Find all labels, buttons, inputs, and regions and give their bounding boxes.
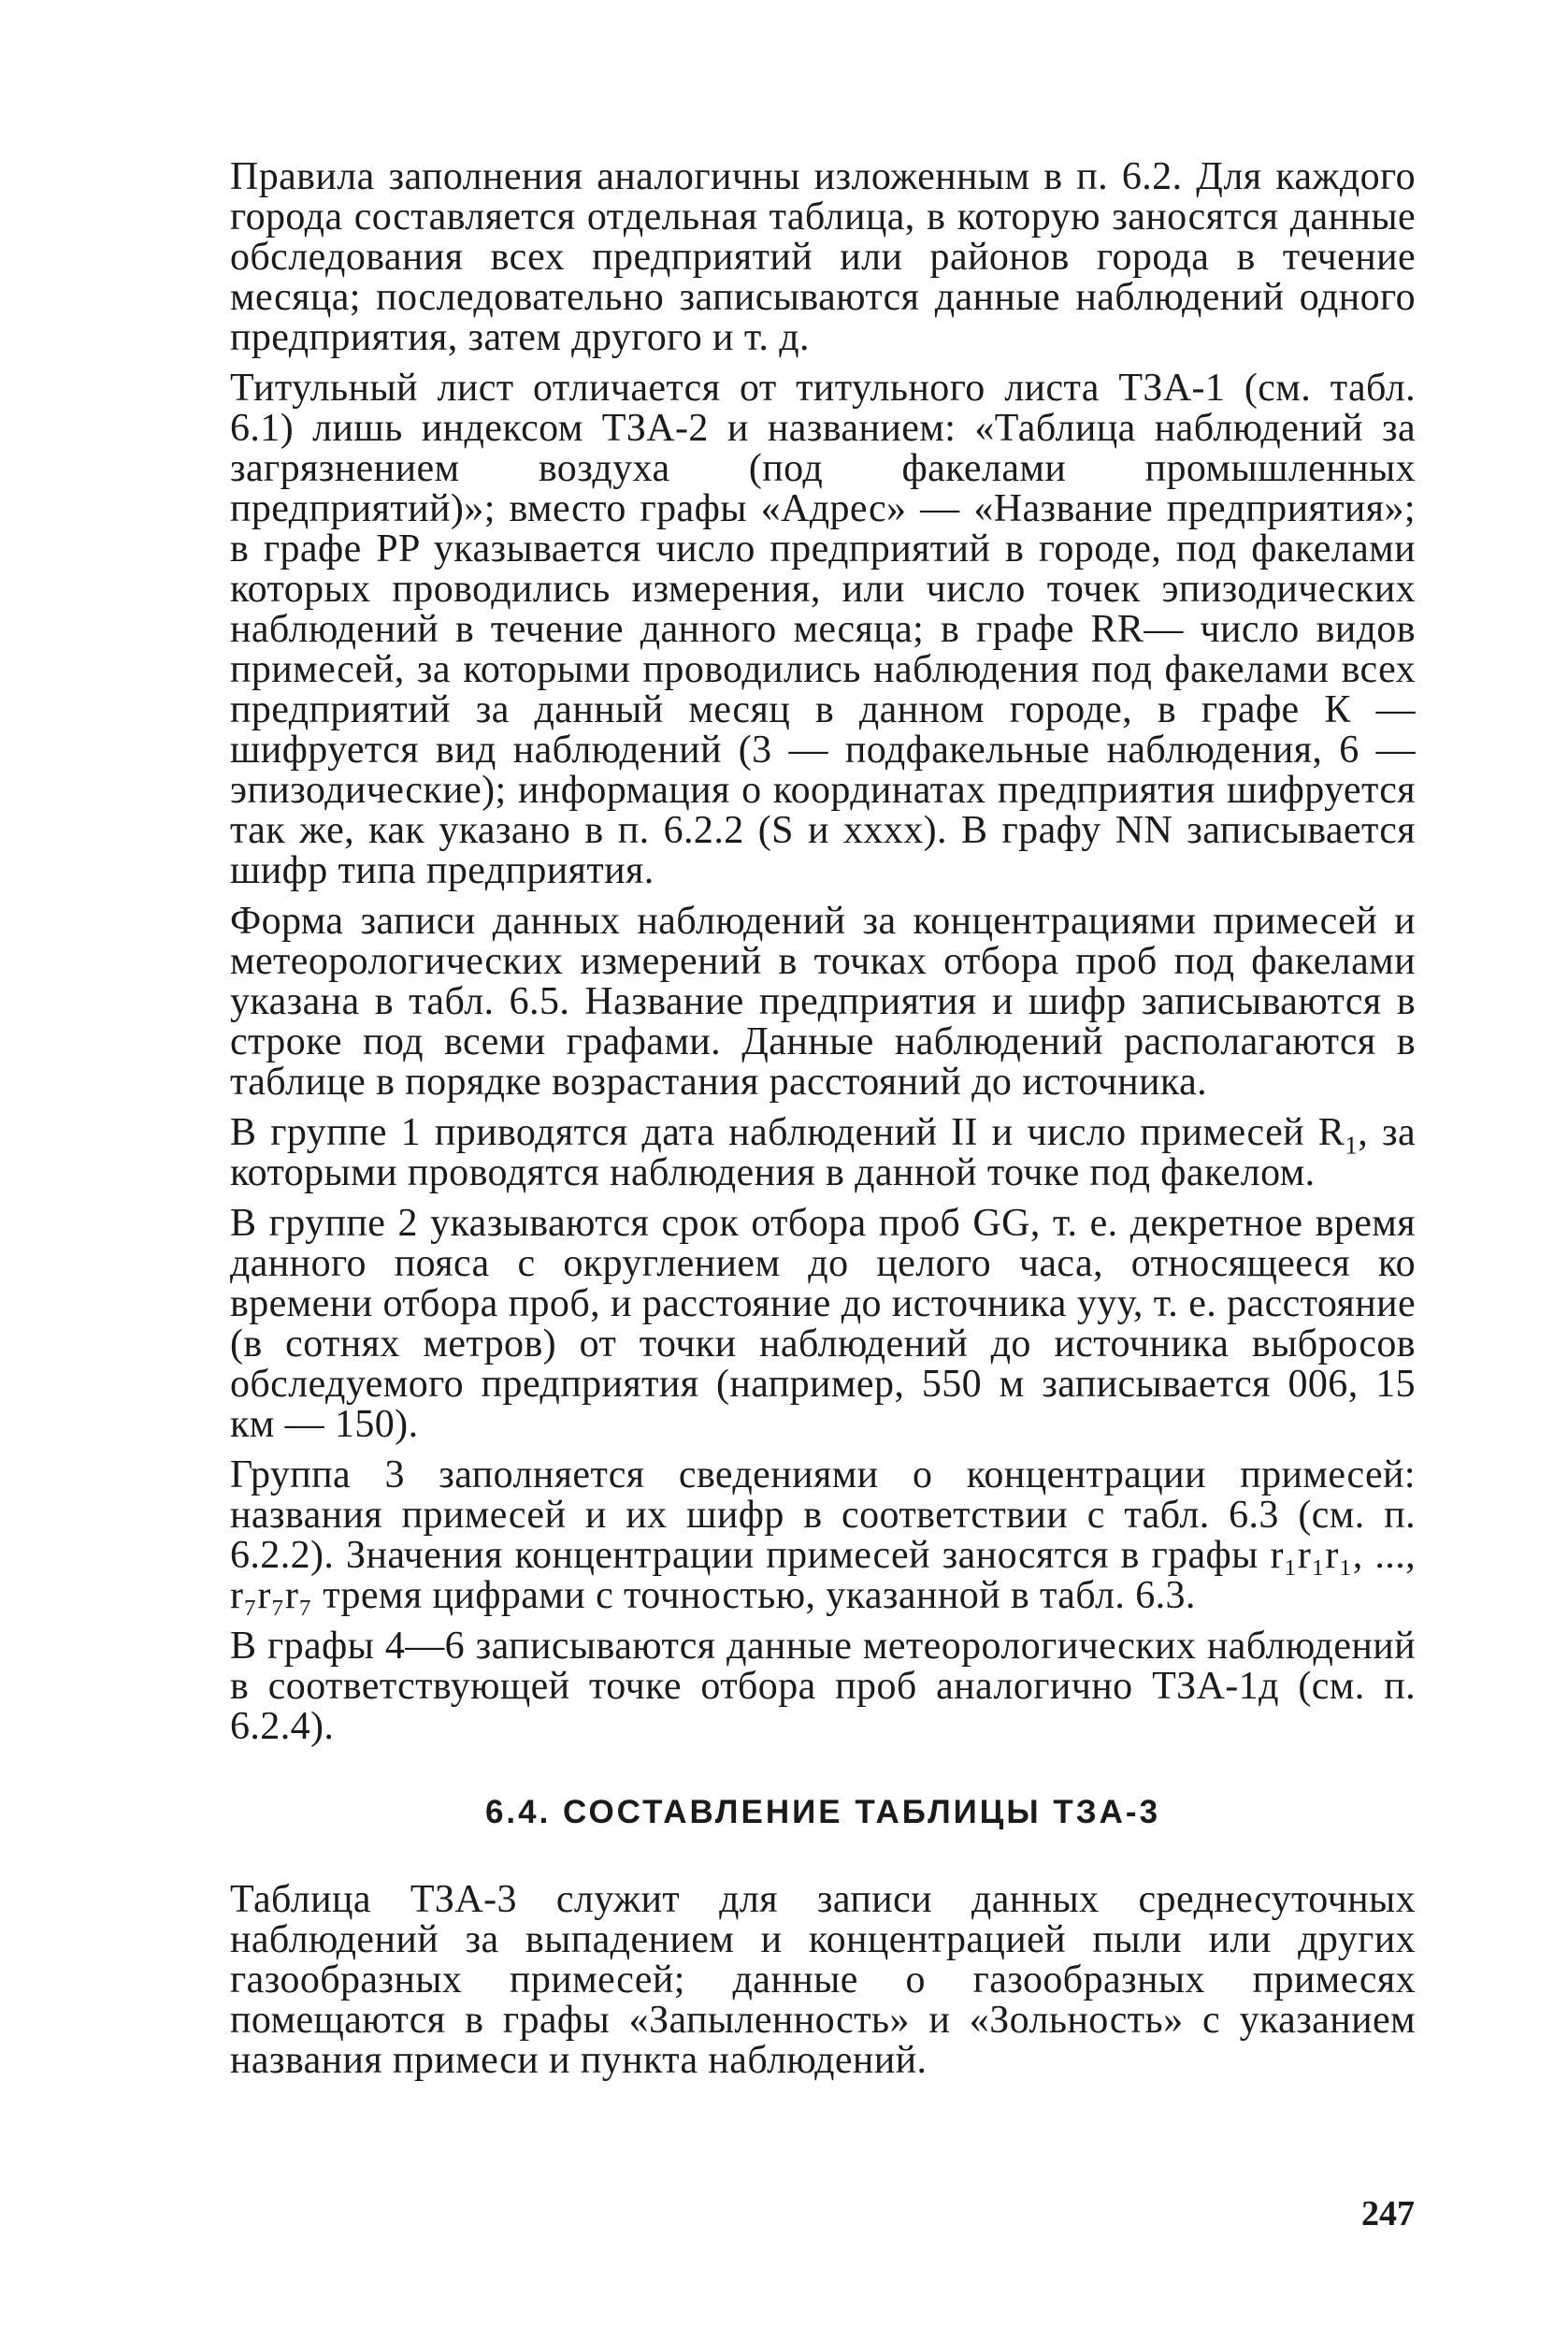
group-1-text-start: В группе 1 приводятся дата наблюдений II и число примесей R xyxy=(230,1111,1345,1154)
section-heading: 6.4. СОСТАВЛЕНИЕ ТАБЛИЦЫ ТЗА-3 xyxy=(484,1794,1161,1830)
paragraph-title-sheet: Титульный лист отличается от титульного листа ТЗА-1 (см. табл. 6.1) лишь индексом ТЗА-2 и названием: «Таблица наблюдений за загрязнением воздуха (под факелами промышленных предприятий)»; вместо графы «Адрес» — «Название предприятия»; в графе PP указывается число предприятий в городе, под факелами которых проводились измерения, или число точек эпизодических наблюдений в течение данного месяца; в графе RR— число видов примесей, за которыми проводились наблюдения под факелами всех предприятий за данный месяц в данном городе, в графе К — шифруется вид наблюдений (3 — подфакельные наблюдения, 6 — эпизодические); информация о координатах предприятия шифруется так же, как указано в п. 6.2.2 (S и хххх). В графу NN записывается шифр типа предприятия. xyxy=(230,367,1416,892)
paragraph-group-3 xyxy=(230,1455,1416,1616)
group-3-text-end: тремя цифрами с точностью, указанной в табл. 6.3. xyxy=(312,1574,1196,1617)
paragraph-tza3: Таблица ТЗА-3 служит для записи данных среднесуточных наблюдений за выпадением и концентрацией пыли или других газообразных примесей; данные о газообразных примесях помещаются в графы «Запыленность» и «Зольность» с указанием названия примеси и пункта наблюдений. xyxy=(230,1878,1416,2082)
paragraph-record-form: Форма записи данных наблюдений за концентрациями примесей и метеорологических измерений в точках отбора проб под факелами указана в табл. 6.5. Название предприятия и шифр записываются в строке под всеми графами. Данные наблюдений располагаются в таблице в порядке возрастания расстояний до источника. xyxy=(230,900,1416,1104)
paragraph-rules: Правила заполнения аналогичны изложенным в п. 6.2. Для каждого города составляется отдельная таблица, в которую заносятся данные обследования всех предприятий или районов города в течение месяца; последовательно записываются данные наблюдений одного предприятия, затем другого и т. д. xyxy=(230,155,1416,359)
group-1-subscript: 1 xyxy=(1345,1131,1359,1160)
group-3-formula: r₁r₁r₁, ..., r₇r₇r₇ xyxy=(230,1534,1417,1617)
text-column xyxy=(230,157,1416,2091)
group-3-text-start: Группа 3 заполняется сведениями о концентрации примесей: названия примесей и их шифр в соответствии с табл. 6.3 (см. п. 6.2.2). Значения концентрации примесей заносятся в графы xyxy=(230,1453,1416,1577)
page-number: 247 xyxy=(1361,2194,1415,2233)
paragraph-group-1 xyxy=(230,1113,1416,1193)
group-1-text-end: , за которыми проводятся наблюдения в данной точке под факелом. xyxy=(230,1111,1416,1194)
paragraph-group-2: В группе 2 указываются срок отбора проб GG, т. е. декретное время данного пояса с округлением до целого часа, относящееся ко времени отбора проб, и расстояние до источника ууу, т. е. расстояние (в сотнях метров) от точки наблюдений до источника выбросов обследуемого предприятия (например, 550 м записывается 006, 15 км — 150). xyxy=(230,1202,1416,1446)
paragraph-groups-4-6: В графы 4—6 записываются данные метеорологических наблюдений в соответствующей точке отбора проб аналогично ТЗА-1д (см. п. 6.2.4). xyxy=(230,1625,1416,1748)
